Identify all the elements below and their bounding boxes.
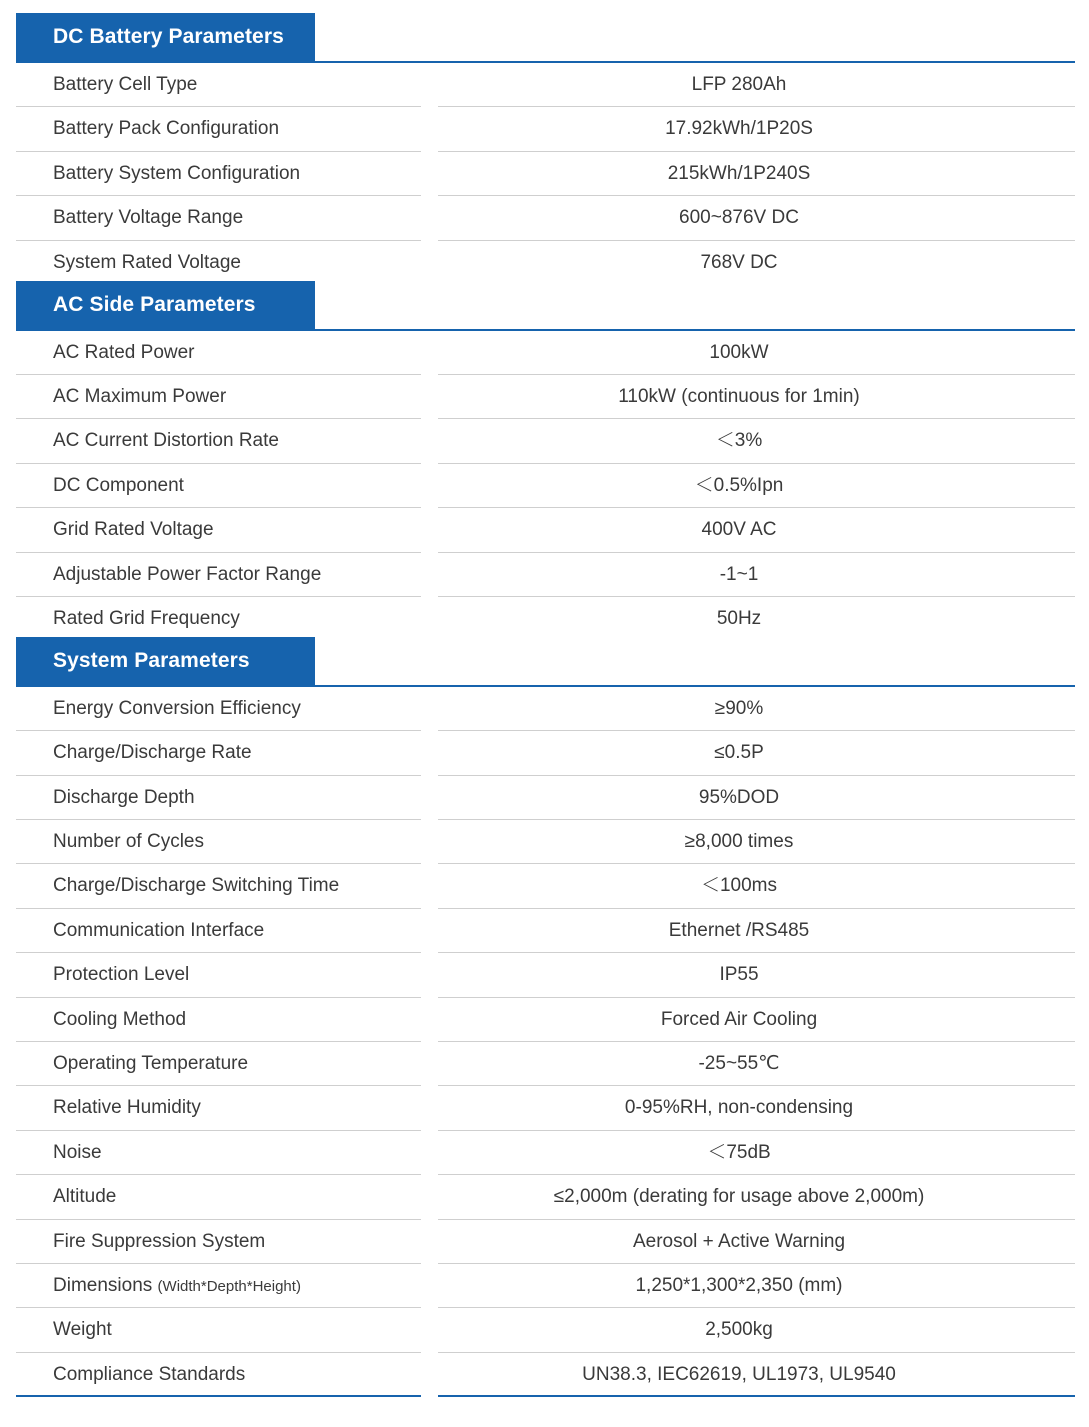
param-value: Aerosol + Active Warning <box>632 1230 846 1252</box>
table-row <box>16 331 1075 375</box>
param-value: Forced Air Cooling <box>660 1008 818 1030</box>
param-label: Protection Level <box>53 964 190 986</box>
param-label: Charge/Discharge Switching Time <box>53 875 340 897</box>
table-row <box>16 1220 1075 1264</box>
param-value: ＜0.5%Ipn <box>694 474 784 496</box>
param-value: 95%DOD <box>698 786 780 808</box>
param-label: Operating Temperature <box>53 1053 249 1075</box>
param-label: Energy Conversion Efficiency <box>53 697 301 719</box>
table-row <box>16 776 1075 820</box>
table-row <box>16 687 1075 731</box>
param-label: Fire Suppression System <box>53 1230 266 1252</box>
param-value: 17.92kWh/1P20S <box>665 118 813 140</box>
param-value: -1~1 <box>719 563 759 585</box>
table-row <box>16 196 1075 240</box>
table-row <box>16 820 1075 864</box>
param-value: ＜75dB <box>707 1141 771 1163</box>
table-row <box>16 953 1075 997</box>
section-title: DC Battery Parameters <box>16 13 315 61</box>
param-label: Altitude <box>53 1186 117 1208</box>
param-value: 600~876V DC <box>679 207 799 229</box>
param-value: ＜3% <box>715 430 763 452</box>
param-value: ＜100ms <box>700 875 778 897</box>
param-value: 2,500kg <box>705 1319 773 1341</box>
param-label: DC Component <box>53 474 184 496</box>
table-row <box>16 508 1075 552</box>
param-label: System Rated Voltage <box>53 251 241 273</box>
param-value: 100kW <box>709 341 769 363</box>
param-label: Communication Interface <box>53 919 265 941</box>
param-value: ≤2,000m (derating for usage above 2,000m) <box>553 1186 925 1208</box>
table-row <box>16 553 1075 597</box>
param-value: ≥90% <box>714 697 764 719</box>
param-label: Battery Cell Type <box>53 74 198 95</box>
param-value: IP55 <box>719 964 759 986</box>
table-row <box>16 1042 1075 1086</box>
param-label: Compliance Standards <box>53 1363 246 1385</box>
section-header-system <box>16 637 1075 687</box>
param-label: Weight <box>53 1319 112 1341</box>
table-row <box>16 107 1075 151</box>
param-label: Relative Humidity <box>53 1097 201 1119</box>
param-value: Ethernet /RS485 <box>668 919 810 941</box>
table-row <box>16 1353 1075 1397</box>
param-label: Number of Cycles <box>53 831 204 853</box>
param-value: 1,250*1,300*2,350 (mm) <box>635 1274 843 1296</box>
table-row <box>16 1086 1075 1130</box>
param-label: Battery Pack Configuration <box>53 118 280 140</box>
section-title: System Parameters <box>16 637 315 685</box>
param-label <box>53 1264 301 1307</box>
param-value: UN38.3, IEC62619, UL1973, UL9540 <box>582 1363 896 1385</box>
param-label: Battery System Configuration <box>53 162 301 184</box>
param-value: ≤0.5P <box>714 742 764 764</box>
param-value: LFP 280Ah <box>691 74 787 95</box>
table-row <box>16 1308 1075 1352</box>
section-header-ac-side <box>16 281 1075 331</box>
param-value: 400V AC <box>701 519 777 541</box>
table-row <box>16 1264 1075 1308</box>
section-header-dc-battery <box>16 13 1075 63</box>
table-row <box>16 419 1075 463</box>
param-label: Adjustable Power Factor Range <box>53 563 322 585</box>
table-row <box>16 1131 1075 1175</box>
table-row <box>16 909 1075 953</box>
table-bottom-rule <box>16 1395 421 1397</box>
table-row <box>16 597 1075 637</box>
table-bottom-rule <box>438 1395 1075 1397</box>
table-row <box>16 241 1075 281</box>
param-label: Battery Voltage Range <box>53 207 244 229</box>
table-row <box>16 464 1075 508</box>
param-label: Noise <box>53 1141 102 1163</box>
param-label: Rated Grid Frequency <box>53 607 240 629</box>
table-row <box>16 864 1075 908</box>
table-row <box>16 152 1075 196</box>
table-row <box>16 998 1075 1042</box>
param-label: Cooling Method <box>53 1008 187 1030</box>
param-label: AC Rated Power <box>53 341 195 363</box>
table-row <box>16 1175 1075 1219</box>
param-label: AC Current Distortion Rate <box>53 430 279 452</box>
param-label: Charge/Discharge Rate <box>53 742 252 764</box>
param-value: 110kW (continuous for 1min) <box>618 385 860 407</box>
param-value: 768V DC <box>700 251 778 273</box>
table-row <box>16 731 1075 775</box>
param-label: Grid Rated Voltage <box>53 519 214 541</box>
param-label-main: Dimensions <box>53 1274 153 1296</box>
param-value: ≥8,000 times <box>684 831 794 853</box>
param-label-sub: (Width*Depth*Height) <box>157 1277 301 1295</box>
param-label: Discharge Depth <box>53 786 195 808</box>
param-value: -25~55℃ <box>698 1053 780 1075</box>
section-title: AC Side Parameters <box>16 281 315 329</box>
table-row <box>16 63 1075 107</box>
param-label: AC Maximum Power <box>53 385 227 407</box>
table-row <box>16 375 1075 419</box>
param-value: 50Hz <box>716 607 762 629</box>
param-value: 0-95%RH, non-condensing <box>624 1097 854 1119</box>
spec-sheet <box>16 13 1075 1397</box>
param-value: 215kWh/1P240S <box>667 162 811 184</box>
